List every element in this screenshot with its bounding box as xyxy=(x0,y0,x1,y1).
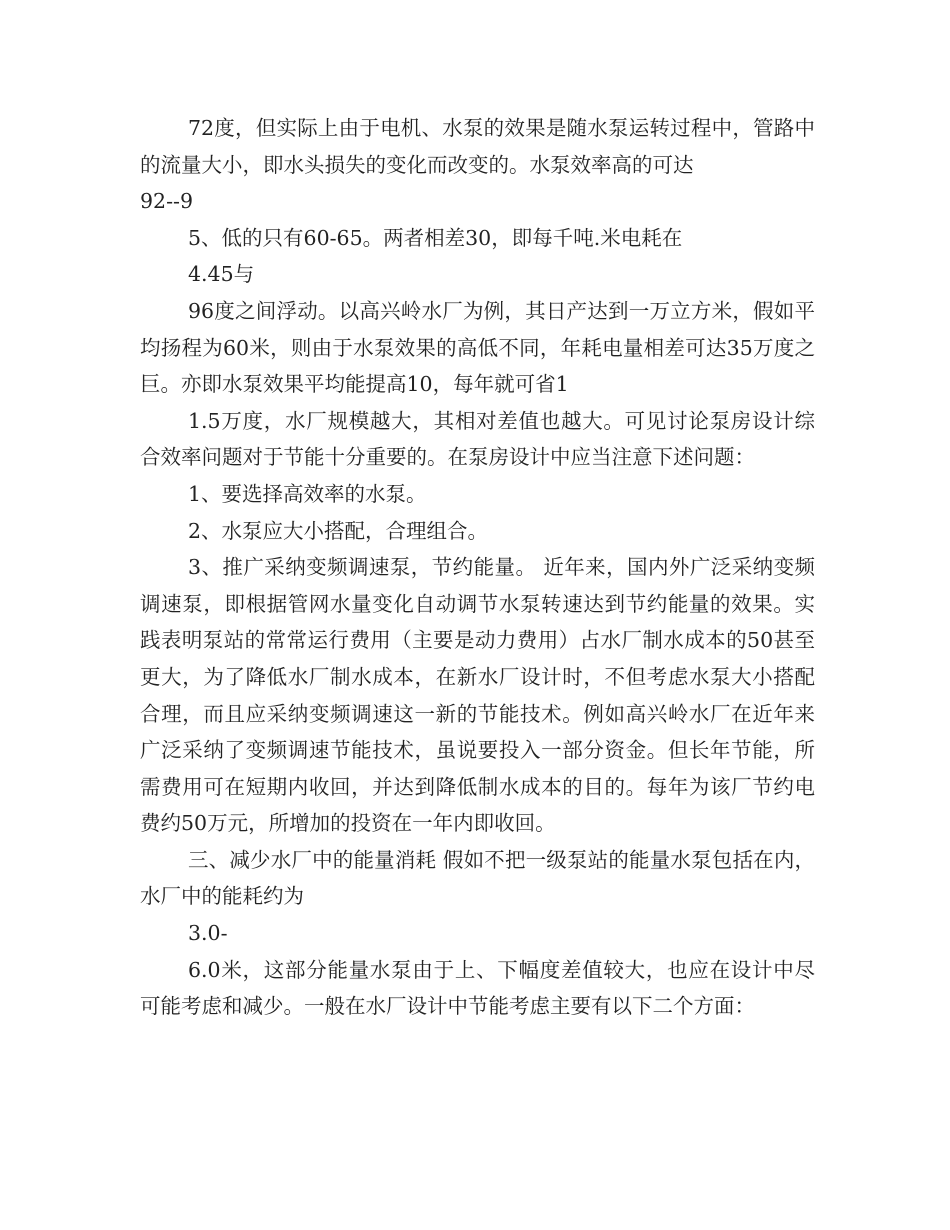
paragraph-4: 4.45与 xyxy=(188,262,255,287)
paragraph-5: 96度之间浮动。以高兴岭水厂为例，其日产达到一万立方米，假如平均扬程为60米，则由于水泵效果的高低不同，年耗电量相差可达35万度之巨。亦即水泵效果平均能提高10，每年就可省1 xyxy=(140,298,815,397)
paragraph-11: 3.0- xyxy=(188,921,228,946)
paragraph-3: 5、低的只有60-65。两者相差30，即每千吨.米电耗在 xyxy=(188,225,683,250)
paragraph-6: 1.5万度，水厂规模越大，其相对差值也越大。可见讨论泵房设计综合效率问题对于节能十分重要的。在泵房设计中应当注意下述问题： xyxy=(140,408,815,470)
paragraph-12: 6.0米，这部分能量水泵由于上、下幅度差值较大，也应在设计中尽可能考虑和减少。一般在水厂设计中节能考虑主要有以下二个方面： xyxy=(140,957,815,1019)
section-heading-3: 三、减少水厂中的能量消耗 假如不把一级泵站的能量水泵包括在内，水厂中的能耗约为 xyxy=(140,847,815,909)
list-item-1: 1、要选择高效率的水泵。 xyxy=(188,481,427,506)
list-item-2: 2、水泵应大小搭配，合理组合。 xyxy=(188,518,489,543)
document-body xyxy=(140,110,815,1025)
list-item-3: 3、推广采纳变频调速泵，节约能量。 近年来，国内外广泛采纳变频调速泵，即根据管网水量变化自动调节水泵转速达到节约能量的效果。实践表明泵站的常常运行费用（主要是动力费用）占水厂制水成本的50甚至更大，为了降低水厂制水成本，在新水厂设计时，不但考虑水泵大小搭配合理，而且应采纳变频调速这一新的节能技术。例如高兴岭水厂在近年来广泛采纳了变频调速节能技术，虽说要投入一部分资金。但长年节能，所需费用可在短期内收回，并达到降低制水成本的目的。每年为该厂节约电费约50万元，所增加的投资在一年内即收回。 xyxy=(140,555,815,836)
paragraph-2: 92--9 xyxy=(140,189,193,214)
paragraph-1: 72度，但实际上由于电机、水泵的效果是随水泵运转过程中，管路中的流量大小，即水头损失的变化而改变的。水泵效率高的可达 xyxy=(140,116,815,177)
